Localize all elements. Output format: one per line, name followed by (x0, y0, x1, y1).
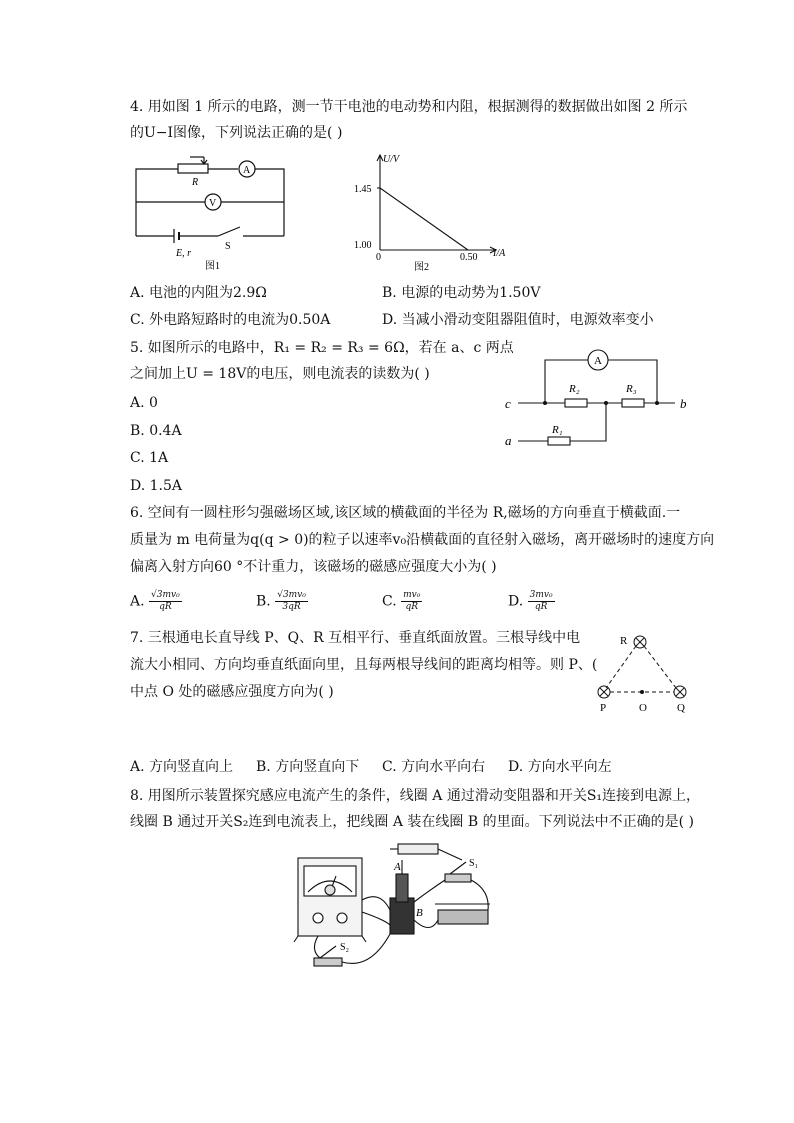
q6-stem-line3: 偏离入射方向60 °不计重力，该磁场的磁感应强度大小为( ) (130, 559, 497, 575)
q6-option-a-den: qR (159, 602, 172, 612)
q8-stem-line2: 线圈 B 通过开关S₂连到电流表上，把线圈 A 装在线圈 B 的里面。下列说法中不正确的是( ) (130, 814, 694, 830)
q6-option-b-num: √3mv₀ (277, 590, 306, 600)
q6-option-b-den: 3qR (282, 602, 301, 612)
q7-wires-figure (590, 630, 700, 716)
q5-option-a[interactable]: A. 0 (130, 395, 158, 411)
q6-option-b-fraction (275, 590, 308, 613)
fig2-tick-1.45: 1.45 (354, 184, 372, 195)
q8-apparatus-figure (290, 840, 510, 974)
q7-wire-R-label: R (620, 635, 628, 647)
q6-option-c-num: mv₀ (403, 590, 421, 600)
q6-option-d-label: D. (508, 593, 524, 610)
fig1-R-label: R (192, 177, 199, 188)
q6-option-c[interactable] (382, 590, 422, 613)
q7-stem-line1: 7. 三根通电长直导线 P、Q、R 互相平行、垂直纸面放置。三根导线中电 (130, 630, 581, 646)
q7-option-b[interactable]: B. 方向竖直向下 (256, 759, 360, 775)
q6-option-b[interactable] (256, 590, 308, 613)
q6-stem-line1: 6. 空间有一圆柱形匀强磁场区域,该区域的横截面的半径为 R,磁场的方向垂直于横截面.一 (130, 505, 681, 521)
q5-point-b: b (680, 396, 687, 411)
fig2-caption: 图2 (414, 262, 429, 273)
q4-option-a[interactable]: A. 电池的内阻为2.9Ω (130, 285, 267, 301)
fig1-voltmeter-label: V (209, 198, 217, 209)
q5-stem-line1: 5. 如图所示的电路中，R₁ = R₂ = R₃ = 6Ω，若在 a、c 两点 (130, 340, 514, 356)
fig1-S-label: S (225, 241, 231, 252)
q6-option-a-fraction (149, 590, 182, 613)
q4-option-b[interactable]: B. 电源的电动势为1.50V (382, 285, 541, 301)
q6-option-d-fraction (528, 590, 555, 613)
q7-option-a[interactable]: A. 方向竖直向上 (130, 759, 234, 775)
q8-coil-A-label: A (394, 861, 401, 873)
q8-stem-line1: 8. 用图所示装置探究感应电流产生的条件，线圈 A 通过滑动变阻器和开关S₁连接到电源上， (130, 788, 701, 804)
fig2-y-axis-label: U/V (383, 154, 400, 165)
q6-option-c-fraction (401, 590, 422, 613)
q4-figure1-circuit (130, 153, 290, 273)
q4-stem-line2: 的U−I图像，下列说法正确的是( ) (130, 125, 343, 141)
q5-circuit-figure (500, 345, 700, 451)
q5-option-c[interactable]: C. 1A (130, 450, 169, 466)
fig2-tick-1.00: 1.00 (354, 240, 372, 251)
q7-option-c[interactable]: C. 方向水平向右 (382, 759, 486, 775)
fig1-caption: 图1 (205, 261, 220, 272)
q5-option-d[interactable]: D. 1.5A (130, 478, 183, 494)
q6-option-c-den: qR (405, 602, 419, 612)
fig2-x-axis-label: I/A (493, 248, 506, 259)
q4-option-d[interactable]: D. 当减小滑动变阻器阻值时，电源效率变小 (382, 312, 654, 328)
fig1-Er-label: E, r (176, 248, 191, 259)
q6-option-a[interactable] (130, 590, 182, 613)
q5-point-a: a (505, 433, 512, 448)
q7-point-O-label: O (639, 702, 647, 714)
q7-option-d[interactable]: D. 方向水平向左 (508, 759, 612, 775)
q8-switch-S1-label: S₁ (469, 858, 479, 869)
q4-option-c[interactable]: C. 外电路短路时的电流为0.50A (130, 312, 331, 328)
q8-coil-B-label: B (416, 907, 423, 919)
q6-option-d-den: qR (534, 602, 548, 612)
q5-point-c: c (505, 396, 511, 411)
q6-option-d-num: 3mv₀ (529, 590, 553, 600)
q4-figure2-ui-graph (350, 150, 510, 274)
q5-option-b[interactable]: B. 0.4A (130, 423, 182, 439)
q5-ammeter-label: A (594, 355, 602, 367)
q6-option-b-label: B. (256, 593, 271, 610)
q7-stem-line2: 流大小相同、方向均垂直纸面向里，且每两根导线间的距离均相等。则 P、( (130, 657, 598, 673)
q5-R1-label: R₁ (552, 424, 563, 436)
q7-wire-Q-label: Q (677, 702, 685, 714)
q5-stem-line2: 之间加上U = 18V的电压，则电流表的读数为( ) (130, 366, 430, 382)
fig1-ammeter-label: A (243, 165, 251, 176)
q5-R3-label: R₃ (626, 383, 637, 395)
q6-option-d[interactable] (508, 590, 555, 613)
q6-option-a-num: √3mv₀ (151, 590, 180, 600)
q4-stem-line1: 4. 用如图 1 所示的电路，测一节干电池的电动势和内阻，根据测得的数据做出如图 2 所示 (130, 99, 688, 115)
q6-stem-line2: 质量为 m 电荷量为q(q > 0)的粒子以速率v₀沿横截面的直径射入磁场，离开磁场时的速度方向 (130, 532, 715, 548)
q7-wire-P-label: P (600, 702, 607, 714)
fig2-tick-0.50: 0.50 (460, 252, 478, 263)
q6-option-a-label: A. (130, 593, 145, 610)
q6-option-c-label: C. (382, 593, 397, 610)
fig2-origin: 0 (376, 252, 381, 263)
q5-R2-label: R₂ (569, 383, 580, 395)
q7-stem-line3: 中点 O 处的磁感应强度方向为( ) (130, 684, 334, 700)
q8-switch-S2-label: S₂ (340, 942, 350, 953)
